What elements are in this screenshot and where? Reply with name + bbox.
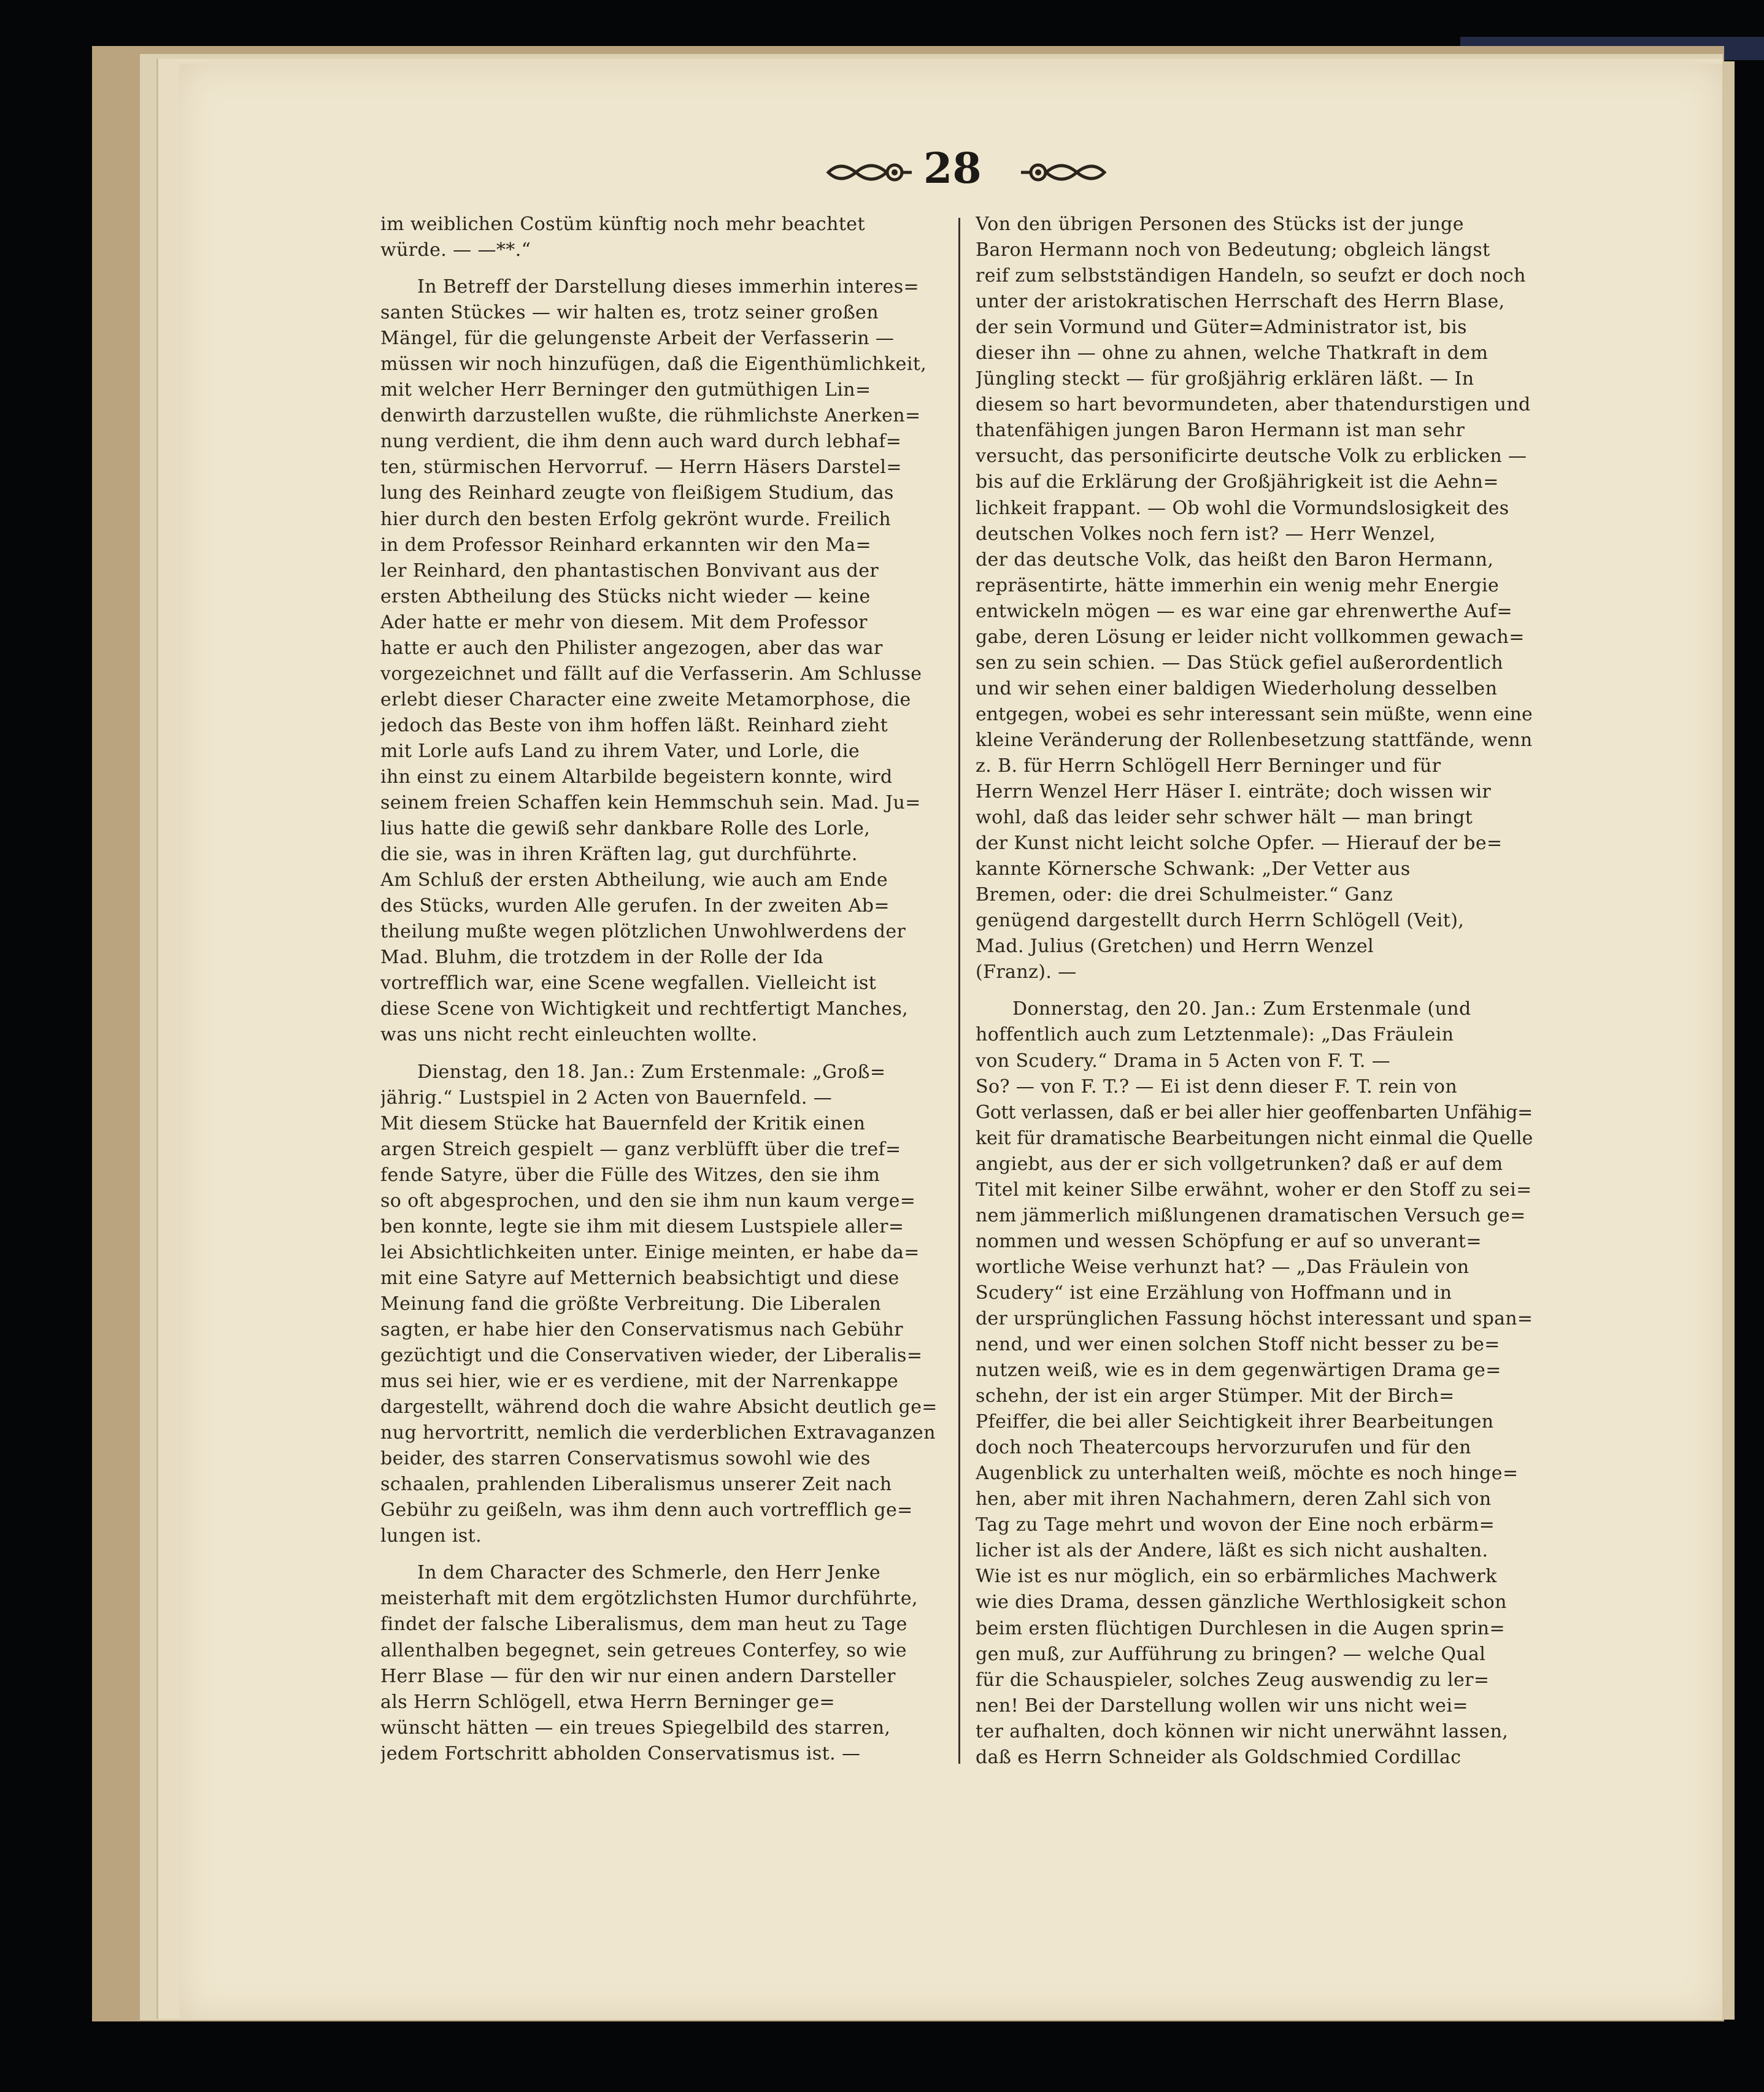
text-line: nug hervortritt, nemlich die verderblichen Extravaganzen bbox=[380, 1422, 936, 1444]
text-line: ten, stürmischen Hervorruf. — Herrn Häsers Darstel= bbox=[380, 456, 902, 479]
text-line: allenthalben begegnet, sein getreues Conterfey, so wie bbox=[380, 1639, 907, 1661]
text-line: so oft abgesprochen, und den sie ihm nun kaum verge= bbox=[380, 1190, 916, 1212]
text-line: seinem freien Schaffen kein Hemmschuh sein. Mad. Ju= bbox=[380, 792, 921, 814]
text-line: Tag zu Tage mehrt und wovon der Eine noch erbärm= bbox=[976, 1514, 1495, 1536]
left-column bbox=[380, 212, 938, 1767]
column-divider bbox=[958, 218, 960, 1764]
text-line: Baron Hermann noch von Bedeutung; obgleich längst bbox=[976, 239, 1490, 261]
text-line: Bremen, oder: die drei Schulmeister.“ Ganz bbox=[976, 884, 1393, 906]
text-line: vorgezeichnet und fällt auf die Verfasserin. Am Schlusse bbox=[380, 663, 922, 685]
text-line: mit eine Satyre auf Metternich beabsichtigt und diese bbox=[380, 1267, 899, 1289]
text-line: diesem so hart bevormundeten, aber thatendurstigen und bbox=[976, 394, 1531, 416]
text-line: für die Schauspieler, solches Zeug auswendig zu ler= bbox=[976, 1669, 1490, 1691]
text-line: ersten Abtheilung des Stücks nicht wieder — keine bbox=[380, 585, 871, 607]
text-line: Herrn Wenzel Herr Häser I. einträte; doch wissen wir bbox=[976, 781, 1492, 803]
text-line: Titel mit keiner Silbe erwähnt, woher er den Stoff zu sei= bbox=[976, 1179, 1532, 1201]
paragraph bbox=[380, 212, 938, 263]
text-line: doch noch Theatercoups hervorzurufen und für den bbox=[976, 1437, 1471, 1459]
text-line: repräsentirte, hätte immerhin ein wenig mehr Energie bbox=[976, 574, 1500, 596]
paragraph bbox=[380, 274, 938, 1048]
text-line: Herr Blase — für den wir nur einen andern Darsteller bbox=[380, 1665, 896, 1687]
text-line: mus sei hier, wie er es verdiene, mit der Narrenkappe bbox=[380, 1371, 899, 1393]
text-line: lius hatte die gewiß sehr dankbare Rolle des Lorle, bbox=[380, 818, 871, 840]
text-line: Mit diesem Stücke hat Bauernfeld der Kritik einen bbox=[380, 1112, 866, 1134]
text-line: lung des Reinhard zeugte von fleißigem Studium, das bbox=[380, 482, 894, 504]
text-line: schehn, der ist ein arger Stümper. Mit der Birch= bbox=[976, 1385, 1455, 1407]
text-line: ben konnte, legte sie ihm mit diesem Lustspiele aller= bbox=[380, 1215, 904, 1237]
text-line: nem jämmerlich mißlungenen dramatischen Versuch ge= bbox=[976, 1204, 1526, 1226]
text-line: vortrefflich war, eine Scene wegfallen. Vielleicht ist bbox=[380, 972, 877, 994]
text-line: Mad. Bluhm, die trotzdem in der Rolle der Ida bbox=[380, 947, 824, 969]
ornament-right-icon bbox=[1019, 155, 1111, 190]
text-line: unter der aristokratischen Herrschaft des Herrn Blase, bbox=[976, 291, 1505, 313]
page-header bbox=[736, 144, 1166, 206]
text-line: diese Scene von Wichtigkeit und rechtfertigt Manches, bbox=[380, 998, 909, 1020]
text-line: In dem Character des Schmerle, den Herr Jenke bbox=[417, 1562, 881, 1584]
text-line: wie dies Drama, dessen gänzliche Werthlosigkeit schon bbox=[976, 1591, 1507, 1613]
text-line: reif zum selbstständigen Handeln, so seufzt er doch noch bbox=[976, 265, 1526, 287]
text-line: hatte er auch den Philister angezogen, aber das war bbox=[380, 637, 883, 659]
page-edge bbox=[1722, 61, 1735, 2020]
right-column bbox=[976, 212, 1533, 1771]
text-line: Dienstag, den 18. Jan.: Zum Erstenmale: „Groß= bbox=[417, 1061, 886, 1083]
text-line: lichkeit frappant. — Ob wohl die Vormundslosigkeit des bbox=[976, 497, 1509, 519]
text-line: Meinung fand die größte Verbreitung. Die Liberalen bbox=[380, 1293, 882, 1315]
text-line: müssen wir noch hinzufügen, daß die Eigenthümlichkeit, bbox=[380, 353, 927, 375]
paragraph-gap bbox=[976, 985, 1533, 996]
text-line: als Herrn Schlögell, etwa Herrn Berninger ge= bbox=[380, 1691, 836, 1713]
paragraph-gap bbox=[380, 1549, 938, 1560]
text-line: der sein Vormund und Güter=Administrator ist, bis bbox=[976, 317, 1467, 339]
ornament-left-icon bbox=[822, 155, 914, 190]
text-line: kannte Körnersche Schwank: „Der Vetter aus bbox=[976, 858, 1411, 880]
text-line: des Stücks, wurden Alle gerufen. In der zweiten Ab= bbox=[380, 895, 890, 917]
text-line: beider, des starren Conservatismus sowohl wie des bbox=[380, 1448, 871, 1470]
text-line: die sie, was in ihren Kräften lag, gut durchführte. bbox=[380, 844, 858, 866]
text-line: dargestellt, während doch die wahre Absicht deutlich ge= bbox=[380, 1396, 938, 1418]
text-line: was uns nicht recht einleuchten wollte. bbox=[380, 1024, 758, 1046]
text-line: wünscht hätten — ein treues Spiegelbild des starren, bbox=[380, 1717, 891, 1739]
text-line: gezüchtigt und die Conservativen wieder, der Liberalis= bbox=[380, 1345, 923, 1367]
text-line: ler Reinhard, den phantastischen Bonvivant aus der bbox=[380, 560, 879, 582]
text-line: und wir sehen einer baldigen Wiederholung desselben bbox=[976, 677, 1498, 699]
text-line: schaalen, prahlenden Liberalismus unserer Zeit nach bbox=[380, 1474, 892, 1496]
text-line: angiebt, aus der er sich vollgetrunken? daß er auf dem bbox=[976, 1153, 1503, 1175]
text-line: beim ersten flüchtigen Durchlesen in die Augen sprin= bbox=[976, 1617, 1506, 1639]
text-line: erlebt dieser Character eine zweite Metamorphose, die bbox=[380, 688, 911, 710]
text-line: entwickeln mögen — es war eine gar ehrenwerthe Auf= bbox=[976, 600, 1513, 622]
text-line: Jüngling steckt — für großjährig erklären läßt. — In bbox=[976, 368, 1474, 390]
paragraph bbox=[976, 996, 1533, 1770]
text-line: ihn einst zu einem Altarbilde begeistern konnte, wird bbox=[380, 766, 893, 788]
text-line: versucht, das personificirte deutsche Volk zu erblicken — bbox=[976, 445, 1527, 467]
text-line: licher ist als der Andere, läßt es sich nicht aushalten. bbox=[976, 1540, 1489, 1562]
text-line: wohl, daß das leider sehr schwer hält — man bringt bbox=[976, 807, 1473, 829]
text-line: jährig.“ Lustspiel in 2 Acten von Bauernfeld. — bbox=[380, 1086, 833, 1109]
text-line: Scudery“ ist eine Erzählung von Hoffmann und in bbox=[976, 1282, 1452, 1304]
text-line: In Betreff der Darstellung dieses immerhin interes= bbox=[417, 276, 920, 298]
text-line: nutzen weiß, wie es in dem gegenwärtigen Drama ge= bbox=[976, 1359, 1501, 1382]
text-line: entgegen, wobei es sehr interessant sein müßte, wenn eine bbox=[976, 703, 1533, 725]
text-line: in dem Professor Reinhard erkannten wir den Ma= bbox=[380, 534, 872, 556]
text-line: jedoch das Beste von ihm hoffen läßt. Reinhard zieht bbox=[380, 714, 888, 736]
text-line: gabe, deren Lösung er leider nicht vollkommen gewach= bbox=[976, 626, 1525, 648]
text-line: Wie ist es nur möglich, ein so erbärmliches Machwerk bbox=[976, 1566, 1497, 1588]
text-line: im weiblichen Costüm künftig noch mehr beachtet bbox=[380, 213, 865, 235]
text-line: Mängel, für die gelungenste Arbeit der Verfasserin — bbox=[380, 328, 895, 350]
text-line: ter aufhalten, doch können wir nicht unerwähnt lassen, bbox=[976, 1720, 1509, 1742]
text-line: Pfeiffer, die bei aller Seichtigkeit ihrer Bearbeitungen bbox=[976, 1411, 1494, 1433]
text-line: z. B. für Herrn Schlögell Herr Berninger und für bbox=[976, 755, 1441, 777]
text-line: hen, aber mit ihren Nachahmern, deren Zahl sich von bbox=[976, 1488, 1492, 1510]
text-line: daß es Herrn Schneider als Goldschmied Cordillac bbox=[976, 1746, 1462, 1768]
text-line: nen! Bei der Darstellung wollen wir uns nicht wei= bbox=[976, 1694, 1468, 1717]
text-line: Gott verlassen, daß er bei aller hier geoffenbarten Unfähig= bbox=[976, 1101, 1533, 1123]
text-line: nung verdient, die ihm denn auch ward durch lebhaf= bbox=[380, 431, 902, 453]
text-line: findet der falsche Liberalismus, dem man heut zu Tage bbox=[380, 1613, 907, 1636]
text-line: santen Stückes — wir halten es, trotz seiner großen bbox=[380, 302, 879, 324]
text-line: argen Streich gespielt — ganz verblüfft über die tref= bbox=[380, 1138, 901, 1160]
text-line: von Scudery.“ Drama in 5 Acten von F. T. — bbox=[976, 1050, 1391, 1072]
paragraph bbox=[380, 1059, 938, 1550]
text-line: Ader hatte er mehr von diesem. Mit dem Professor bbox=[380, 611, 868, 633]
text-line: kleine Veränderung der Rollenbesetzung stattfände, wenn bbox=[976, 729, 1533, 751]
text-line: sagten, er habe hier den Conservatismus nach Gebühr bbox=[380, 1318, 903, 1340]
text-line: denwirth darzustellen wußte, die rühmlichste Anerken= bbox=[380, 405, 921, 427]
text-line: Donnerstag, den 20. Jan.: Zum Erstenmale (und bbox=[1012, 998, 1471, 1020]
text-line: lungen ist. bbox=[380, 1525, 482, 1547]
paragraph-gap bbox=[380, 1048, 938, 1059]
text-line: würde. — —**.“ bbox=[380, 239, 531, 261]
text-line: theilung mußte wegen plötzlichen Unwohlwerdens der bbox=[380, 921, 906, 943]
text-line: deutschen Volkes noch fern ist? — Herr Wenzel, bbox=[976, 523, 1436, 545]
text-line: genügend dargestellt durch Herrn Schlögell (Veit), bbox=[976, 910, 1465, 932]
text-line: der Kunst nicht leicht solche Opfer. — Hierauf der be= bbox=[976, 833, 1503, 855]
text-line: meisterhaft mit dem ergötzlichsten Humor durchführte, bbox=[380, 1588, 918, 1610]
page-number: 28 bbox=[923, 144, 982, 193]
text-line: lei Absichtlichkeiten unter. Einige meinten, er habe da= bbox=[380, 1241, 920, 1263]
text-line: fende Satyre, über die Fülle des Witzes, den sie ihm bbox=[380, 1164, 880, 1186]
text-line: Augenblick zu unterhalten weiß, möchte es noch hinge= bbox=[976, 1463, 1519, 1485]
text-line: keit für dramatische Bearbeitungen nicht einmal die Quelle bbox=[976, 1127, 1533, 1149]
text-line: jedem Fortschritt abholden Conservatismus ist. — bbox=[380, 1742, 861, 1764]
text-line: der das deutsche Volk, das heißt den Baron Hermann, bbox=[976, 548, 1494, 571]
text-line: bis auf die Erklärung der Großjährigkeit ist die Aehn= bbox=[976, 471, 1499, 493]
paragraph-gap bbox=[380, 263, 938, 274]
text-line: mit welcher Herr Berninger den gutmüthigen Lin= bbox=[380, 379, 871, 401]
text-line: Gebühr zu geißeln, was ihm denn auch vortrefflich ge= bbox=[380, 1499, 913, 1521]
text-line: hier durch den besten Erfolg gekrönt wurde. Freilich bbox=[380, 508, 892, 530]
text-line: wortliche Weise verhunzt hat? — „Das Fräulein von bbox=[976, 1256, 1469, 1278]
text-line: (Franz). — bbox=[976, 961, 1077, 983]
paragraph bbox=[976, 212, 1533, 985]
text-line: Mad. Julius (Gretchen) und Herrn Wenzel bbox=[976, 936, 1374, 958]
text-line: Von den übrigen Personen des Stücks ist der junge bbox=[976, 213, 1464, 235]
text-line: gen muß, zur Aufführung zu bringen? — welche Qual bbox=[976, 1643, 1486, 1665]
text-line: thatenfähigen jungen Baron Hermann ist man sehr bbox=[976, 420, 1465, 442]
text-line: nend, und wer einen solchen Stoff nicht besser zu be= bbox=[976, 1334, 1500, 1356]
paragraph bbox=[380, 1560, 938, 1766]
text-line: nommen und wessen Schöpfung er auf so unverant= bbox=[976, 1230, 1482, 1252]
text-line: hoffentlich auch zum Letztenmale): „Das Fräulein bbox=[976, 1024, 1454, 1046]
text-line: der ursprünglichen Fassung höchst interessant und span= bbox=[976, 1307, 1533, 1329]
text-line: dieser ihn — ohne zu ahnen, welche Thatkraft in dem bbox=[976, 342, 1489, 364]
text-line: So? — von F. T.? — Ei ist denn dieser F. T. rein von bbox=[976, 1075, 1458, 1098]
text-line: mit Lorle aufs Land zu ihrem Vater, und Lorle, die bbox=[380, 740, 860, 762]
text-line: Am Schluß der ersten Abtheilung, wie auch am Ende bbox=[380, 869, 888, 891]
text-line: sen zu sein schien. — Das Stück gefiel außerordentlich bbox=[976, 652, 1503, 674]
